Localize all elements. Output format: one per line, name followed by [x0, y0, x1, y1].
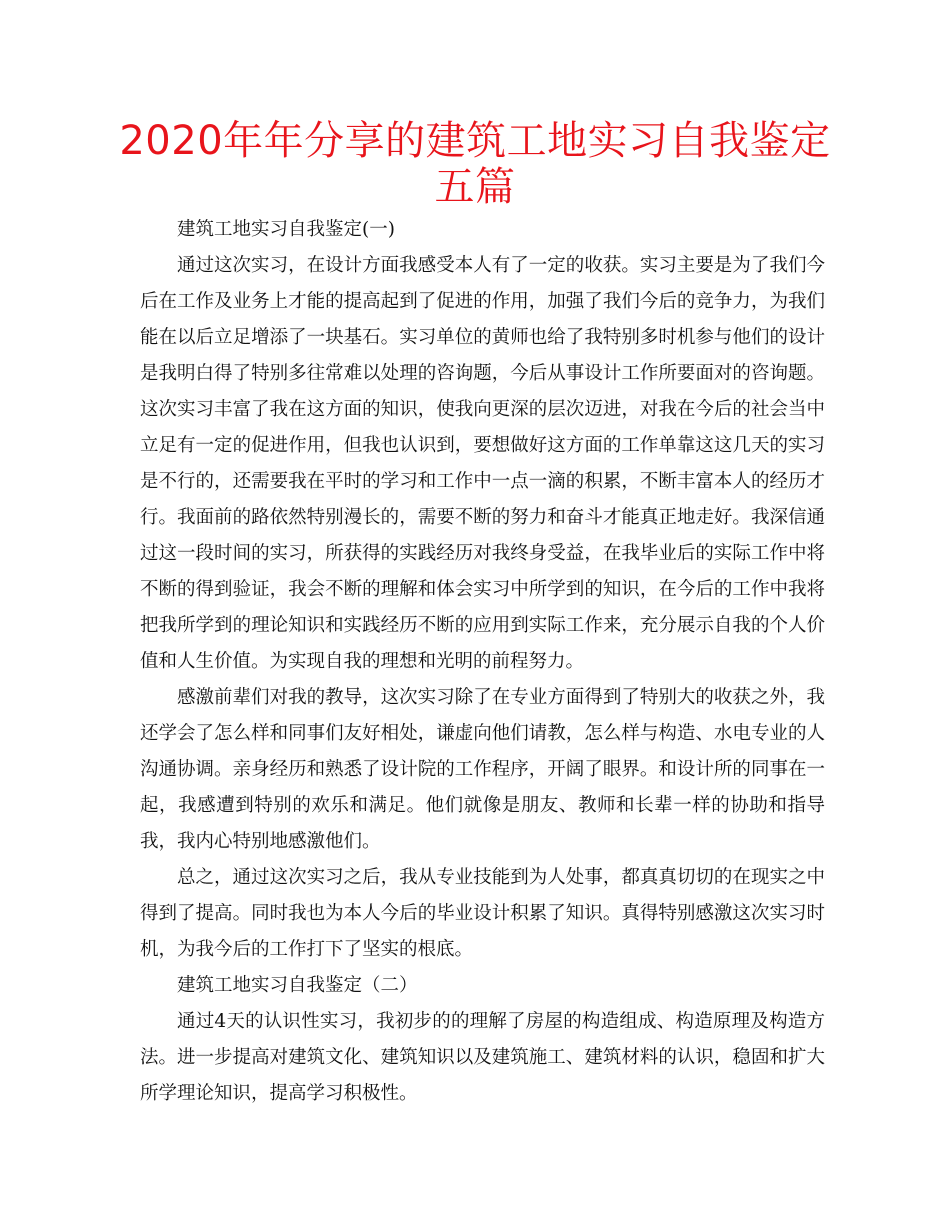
paragraph: 感激前辈们对我的教导，这次实习除了在专业方面得到了特别大的收获之外，我还学会了怎么样和同事们友好相处，谦虚向他们请教，怎么样与构造、水电专业的人沟通协调。亲身经历和熟悉了设计院的工作程序，开阔了眼界。和设计所的同事在一起，我感遭到特别的欢乐和满足。他们就像是朋友、教师和长辈一样的协助和指导我，我内心特别地感激他们。 [140, 687, 825, 852]
paragraph: 通过这次实习，在设计方面我感受本人有了一定的收获。实习主要是为了我们今后在工作及业务上才能的提高起到了促进的作用，加强了我们今后的竞争力，为我们能在以后立足增添了一块基石。实习单位的黄师也给了我特别多时机参与他们的设计是我明白得了特别多往常难以处理的咨询题，今后从事设计工作所要面对的咨询题。这次实习丰富了我在这方面的知识，使我向更深的层次迈进，对我在今后的社会当中立足有一定的促进作用，但我也认识到，要想做好这方面的工作单靠这这几天的实习是不行的，还需要我在平时的学习和工作中一点一滴的积累，不断丰富本人的经历才行。我面前的路依然特别漫长的，需要不断的努力和奋斗才能真正地走好。我深信通过这一段时间的实习，所获得的实践经历对我终身受益，在我毕业后的实际工作中将不断的得到验证，我会不断的理解和体会实习中所学到的知识，在今后的工作中我将把我所学到的理论知识和实践经历不断的应用到实际工作来，充分展示自我的个人价值和人生价值。为实现自我的理想和光明的前程努力。 [140, 255, 825, 672]
document-body [140, 212, 825, 1112]
document-title: 2020年年分享的建筑工地实习自我鉴定五篇 [119, 118, 831, 210]
section-heading-2: 建筑工地实习自我鉴定（二） [177, 975, 418, 996]
section-heading-1: 建筑工地实习自我鉴定(一) [177, 219, 395, 240]
paragraph: 通过4天的认识性实习，我初步的的理解了房屋的构造组成、构造原理及构造方法。进一步提高对建筑文化、建筑知识以及建筑施工、建筑材料的认识，稳固和扩大所学理论知识，提高学习积极性。 [140, 1011, 825, 1104]
paragraph: 总之，通过这次实习之后，我从专业技能到为人处事，都真真切切的在现实之中得到了提高。同时我也为本人今后的毕业设计积累了知识。真得特别感激这次实习时机，为我今后的工作打下了坚实的根底。 [140, 867, 825, 960]
